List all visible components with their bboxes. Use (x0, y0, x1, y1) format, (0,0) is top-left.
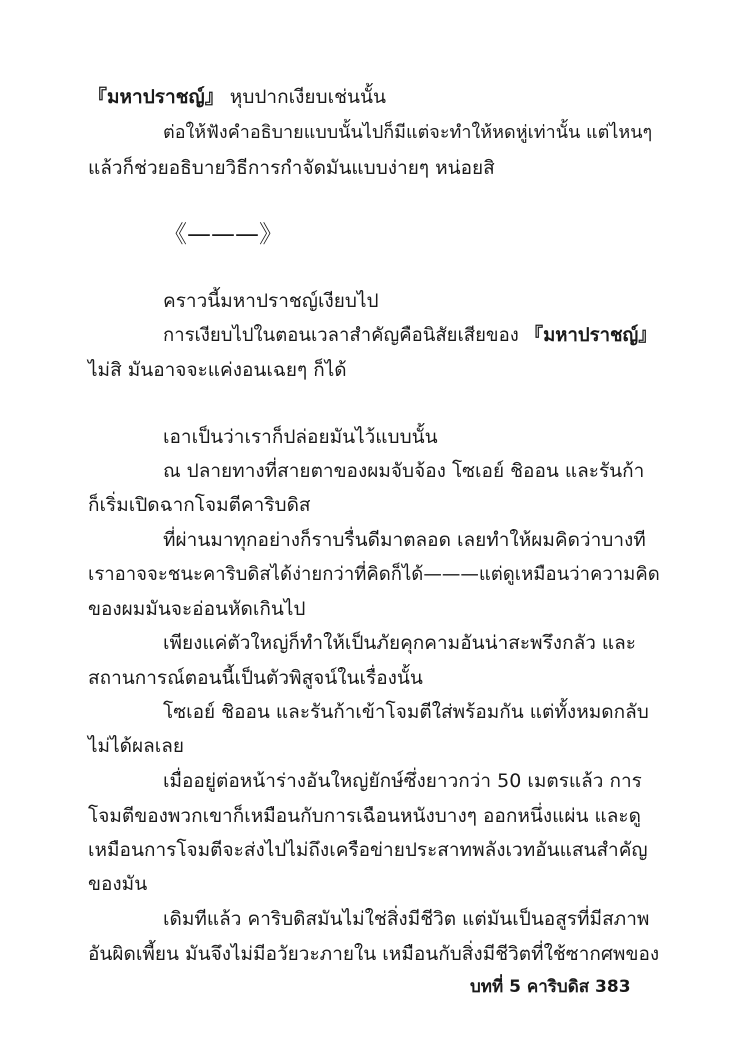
text-line-6: ไม่สิ มันอาจจะแค่งอนเฉยๆ ก็ได้ (88, 359, 347, 381)
text-line-10: ที่ผ่านมาทุกอย่างก็ราบรื่นดีมาตลอด เลยทำให้ผมคิดว่าบางที (163, 529, 646, 551)
text-line-19: เหมือนการโจมตีจะส่งไปไม่ถึงเครือข่ายประสาทพลังเวทอันแสนสำคัญ (88, 839, 648, 861)
line-text: การเงียบไปในตอนเวลาสำคัญคือนิสัยเสียของ (163, 325, 525, 346)
text-line-3: แล้วก็ช่วยอธิบายวิธีการกำจัดมันแบบง่ายๆ หน่อยสิ (88, 157, 495, 179)
text-line-20: ของมัน (88, 873, 148, 895)
text-line-13: เพียงแค่ตัวใหญ่ก็ทำให้เป็นภัยคุกคามอันน่าสะพรึงกลัว และ (163, 632, 637, 654)
text-line-22: อันผิดเพี้ยน มันจึงไม่มีอวัยวะภายใน เหมือนกับสิ่งมีชีวิตที่ใช้ซากศพของ (88, 943, 660, 965)
text-line-7: เอาเป็นว่าเราก็ปล่อยมันไว้แบบนั้น (163, 426, 438, 448)
text-line-21: เดิมทีแล้ว คาริบดิสมันไม่ใช่สิ่งมีชีวิต แต่มันเป็นอสูรที่มีสภาพ (163, 908, 650, 930)
text-line-17: เมื่ออยู่ต่อหน้าร่างอันใหญ่ยักษ์ซึ่งยาวกว่า 50 เมตรแล้ว การ (163, 770, 642, 792)
text-line-9: ก็เริ่มเปิดฉากโจมตีคาริบดิส (88, 494, 311, 516)
page-footer: บทที่ 5 คาริบดิส 383 (470, 977, 631, 997)
text-line-2: ต่อให้ฟังคำอธิบายแบบนั้นไปก็มีแต่จะทำให้หดหู่เท่านั้น แต่ไหนๆ (163, 122, 653, 143)
text-line-12: ของผมมันจะอ่อนหัดเกินไป (88, 598, 306, 620)
text-line-15: โซเอย์ ชิออน และรันก้าเข้าโจมตีใส่พร้อมกัน แต่ทั้งหมดกลับ (163, 701, 649, 723)
text-line-18: โจมตีของพวกเขาก็เหมือนกับการเฉือนหนังบางๆ ออกหนึ่งแผ่น และดู (88, 805, 641, 827)
text-line-4: คราวนี้มหาปราชญ์เงียบไป (163, 290, 379, 312)
text-line-14: สถานการณ์ตอนนี้เป็นตัวพิสูจน์ในเรื่องนั้น (88, 667, 423, 689)
text-line-16: ไม่ได้ผลเลย (88, 735, 185, 757)
text-line-5 (163, 319, 657, 353)
text-line-11: เราอาจจะชนะคาริบดิสได้ง่ายกว่าที่คิดก็ได้———แต่ดูเหมือนว่าความคิด (88, 564, 660, 585)
text-line-1 (88, 80, 386, 114)
scene-break-ornament: 《———》 (163, 220, 283, 248)
line-text: หุบปากเงียบเช่นนั้น (223, 86, 386, 108)
text-line-8: ณ ปลายทางที่สายตาของผมจับจ้อง โซเอย์ ชิออน และรันก้า (163, 460, 645, 482)
bold-name: 『มหาปราชญ์』 (88, 86, 224, 108)
bold-name: 『มหาปราชญ์』 (524, 325, 657, 346)
